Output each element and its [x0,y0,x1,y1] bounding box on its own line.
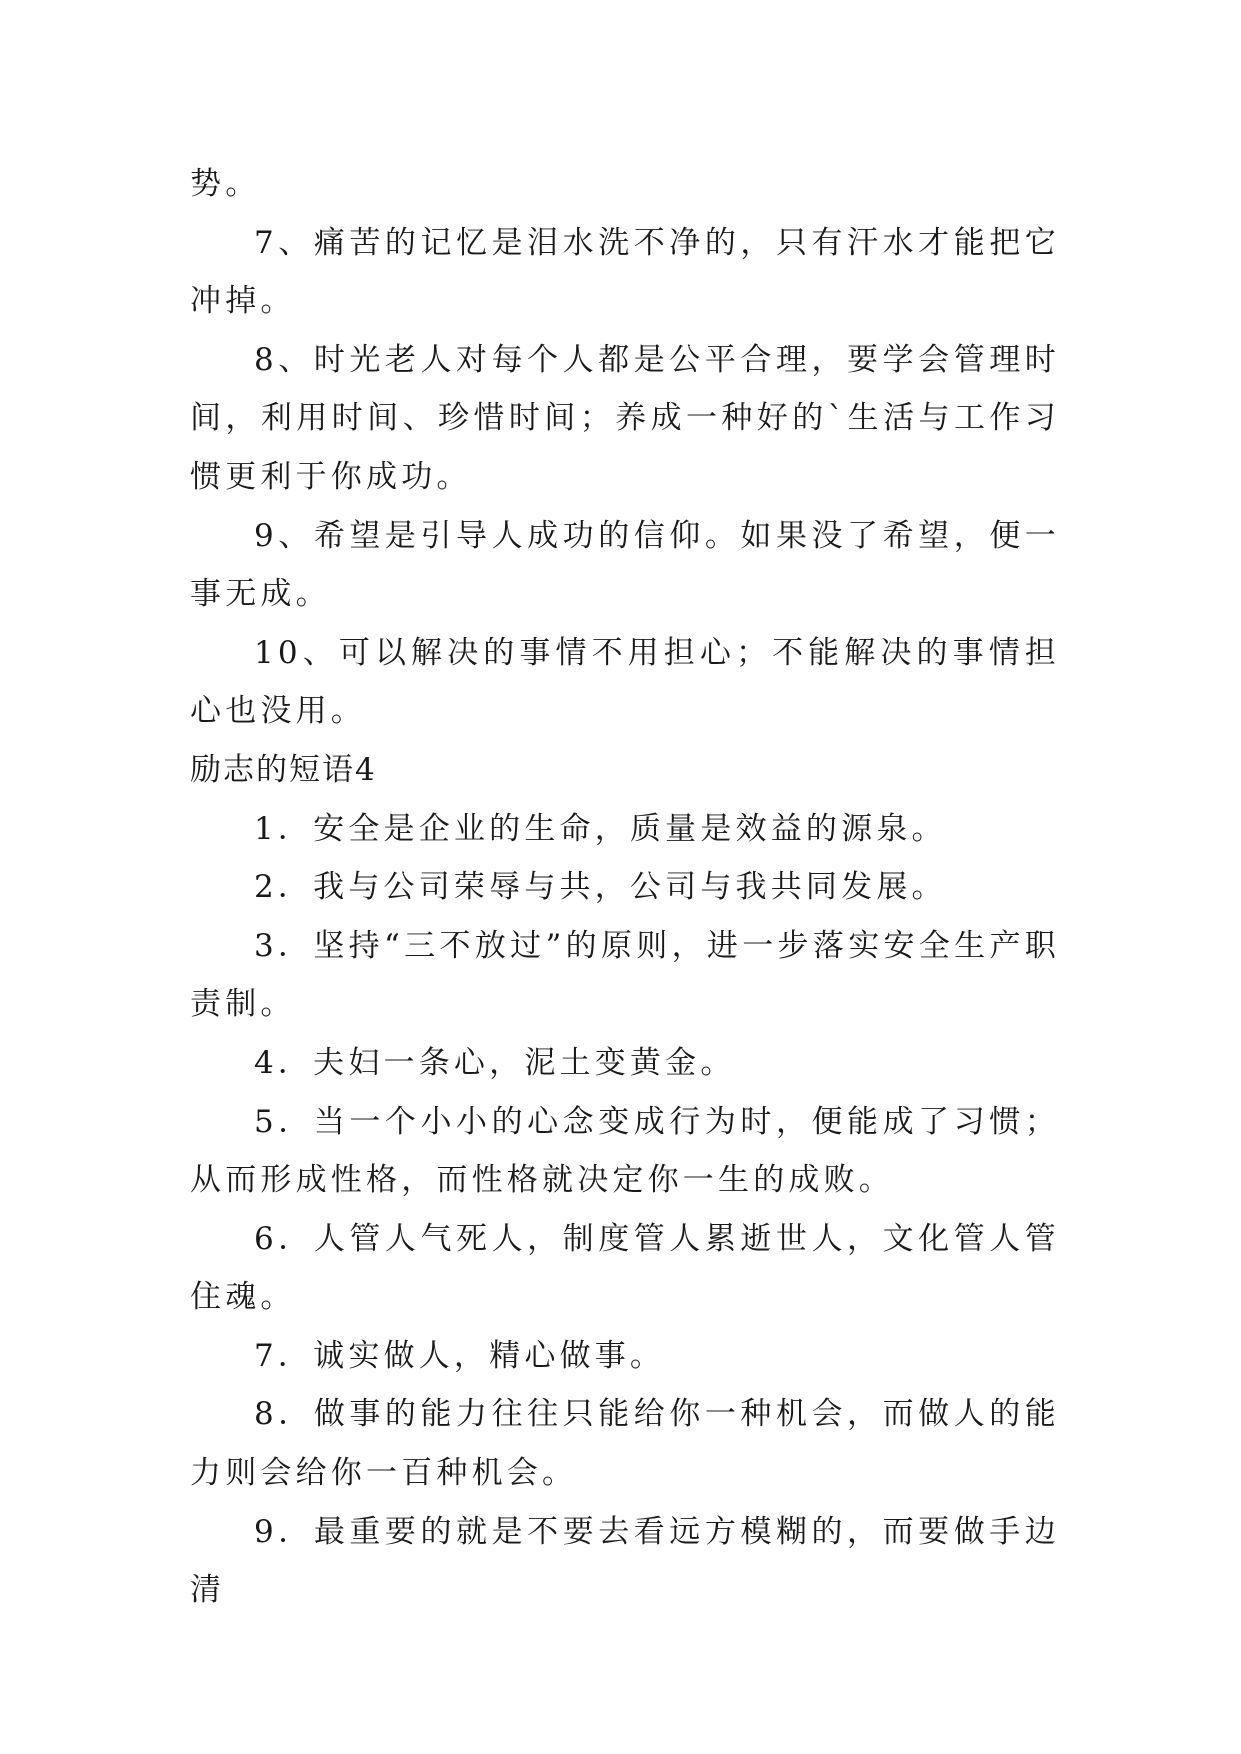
list-item-9: 9．最重要的就是不要去看远方模糊的，而要做手边清 [190,1513,1060,1609]
paragraph-item-8: 8、时光老人对每个人都是公平合理，要学会管理时间，利用时间、珍惜时间；养成一种好的`生活与工作习惯更利于你成功。 [190,341,1060,495]
list-item-4: 4．夫妇一条心，泥土变黄金。 [254,1044,736,1081]
list-item-6: 6．人管人气死人，制度管人累逝世人，文化管人管住魂。 [190,1220,1060,1316]
paragraph-item-9: 9、希望是引导人成功的信仰。如果没了希望，便一事无成。 [190,517,1060,613]
section-heading: 励志的短语4 [190,751,377,788]
paragraph-item-7: 7、痛苦的记忆是泪水洗不净的，只有汗水才能把它冲掉。 [190,224,1060,320]
document-page [190,155,1060,1620]
list-item-7: 7．诚实做人，精心做事。 [254,1337,666,1374]
list-item-3: 3．坚持“三不放过”的原则，进一步落实安全生产职责制。 [190,927,1060,1023]
list-item-1: 1．安全是企业的生命，质量是效益的源泉。 [254,810,947,847]
list-item-2: 2．我与公司荣辱与共，公司与我共同发展。 [254,869,947,906]
list-item-5: 5．当一个小小的心念变成行为时，便能成了习惯；从而形成性格，而性格就决定你一生的成败。 [190,1103,1060,1199]
paragraph-item-10: 10、可以解决的事情不用担心；不能解决的事情担心也没用。 [190,634,1060,730]
list-item-8: 8．做事的能力往往只能给你一种机会，而做人的能力则会给你一百种机会。 [190,1396,1060,1492]
paragraph-continuation: 势。 [190,166,261,202]
